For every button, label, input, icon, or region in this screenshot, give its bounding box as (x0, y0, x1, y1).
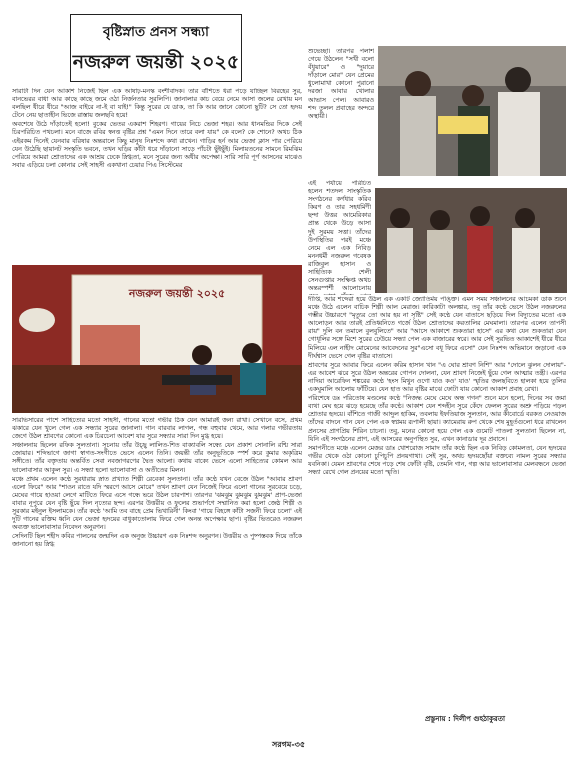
paragraph: শ্রাবণের সুরে আবার ফিরে এলেন করিম হাসান খান "এ ঘোর শ্রাবণ নিশি" আর "দোলে ঝুলন দোলায়"-এর আবেশ ঝরে সুরে উঠল অন্তরের গোপন দোলনা, যেন শ্রাবণ নিজেই ছুঁয়ে গেল আত্মার তন্ত্রী। এরপর নাদিয়া আরেফিন শঙ্করের কণ্ঠে 'হংস মিথুন ওগো যাও কও' যাও' স্মৃতির জলছবিতে হালকা হয়ে তুলির একঘুমালি আলোয় ফাঁটিয়ে। যেন হাত আর বৃষ্টির মাঝে ফোটা যায় কোনো আকাশ প্রবাহ রেখা। (308, 361, 566, 394)
group-photo (375, 188, 567, 293)
page-number: সরগম-৩৫ (271, 740, 306, 749)
paragraph: সেদিনটি ছিল শহীদ কবির পালনের জন্মদিন এক অনুজ উচ্চারণ এক নিঃশব্দ অনুরণন। উত্তরীয় ও পুষ্পস্তবক দিয়ে তাঁকে জানানো হয় স্নিগ্ধ (12, 533, 302, 549)
paragraph: মঞ্চে প্রথম এলেন কণ্ঠে সুরধারায় স্নাত প্রখ্যাত শিল্পী রেবেকা সুলতানা। তাঁর কণ্ঠে যখন বেজে উঠল "আবার শ্রাবণ এলো ফিরে" আর "শাওন রাতে যদি স্মরণে আসে মোরে" তখন শ্রাবণ যেন নিজেই ফিরে এলো গানের সুরবেয়ে চড়ে, মেঘের গায়ে হাওয়া লেগে মাটিতে ফিরে এসে গন্ধে ভরে উঠল চারপাশ। তারপর 'ঝমঝুম ঝুমঝুম ঝুমঝুম' প্রাণ-ভেজা বাবার নূপুরে যেন বৃষ্টি ছুঁয়ে দিল নৃত্যের ছন্দ। এরপর উত্তরীয় ও ফুলের শুভার্পণে সম্মানিত করা হলো জেষ্ঠ শিল্পী ও সুরকার মইনুল ইসলামকে। তাঁর কণ্ঠে 'আমি তব বাহে প্রেম ভিখারিনী' কিংবা 'গায়ে বিহঙ্গে কাঁটা সজনী ফিরে চলো' এই দুটি গানের রক্তিম ধ্বনি যেন ভেজা হৃদয়ের বাধুকাতোলায় ফিরে গেল অনন্ত অপেক্ষার ছাপ। বৃষ্টির ভিতরেও নজরুল অব্যক্ত ভালোবাসার নিবেদন অনুরণন। (12, 475, 302, 532)
group-photo-drawing (375, 188, 567, 293)
article-title: নজরুল জয়ন্তী ২০২৫ (72, 51, 240, 73)
paragraph: সারাটা দিন যেন আকাশ নিজেই ছিল এক আষাঢ়-মনস্ক বংশীবাদক। তার বাঁশিতে ধরা পড়ে যাচ্ছিল বিরহের সুর, বানভেরর বাধা আর কাছে কাছে জমে ওঠা নির্জনতার সুরলিপি। জানালার কাচ বেয়ে নেমে আসা জলের রেখায় মন বলছিল ধীরে ধীরে "আজ বাইরে না-ই বা যাই!" কিন্তু সুরের যে ডাক, তা কি আর জানে কোনো ছুটি? সে তো হৃদয় টেনে নেয় ছাতাহীন ভিজে রাস্তায় জলছবি হয়ে! (12, 88, 302, 120)
article-title-box (70, 14, 242, 82)
award-photo (378, 46, 566, 176)
left-column-bottom (12, 417, 302, 717)
right-column-mid (308, 180, 371, 295)
paragraph: সমাপনীতে মঞ্চে এলেন মেজর ডাঃ খোশরোজ সামাদ তাঁর কণ্ঠে ছিল এক নিবিড় কোমলতা, যেন হৃদয়ের গভীর থেকে ওঠা কোনো চুপিচুপি প্রনয়গাথা। সেই সুর, অথচ হৃদয়ছোঁয়া বক্তব্যে নামল সুরের সন্ধ্যার যবনিকা। যেমন শ্রাবণের শেষে পড়ে শেষ ফোঁটা বৃষ্টি, তেমনি গান, গল্প আর ভালোবাসার মেলবন্ধনে ভেজা সন্ধ্যা রেখে গেল প্রনয়ের মতো স্মৃতি। (308, 444, 566, 476)
right-column-top (308, 48, 374, 178)
paragraph: দীপ্তি, আর শব্দেরা হয়ে উঠল এক একটি জ্যোতির্ময় পঙ্ক্তি। এমন সময় সঞ্চালনের আচমকা ডাক শুনে মঞ্চে উঠে এলেন বাচিক শিল্পী আল মেরাজ। কারিকাটা অলঙ্কার, তবু তাঁর কণ্ঠে ভেসে উঠল নজরুলের গম্ভীর উচ্চারণে "মৃত্যুর তো আর হয় না সৃষ্টি" সেই কণ্ঠে যেন বাতাসে ছড়িয়ে দিল বিদ্যুতের মতো এক আলোড়ন আর তারই প্রতিধ্বনিতে গর্জে উঠল শ্রোতাদের করতালির মেঘমালা। তারপর এলেন তাপসী রায়" দুলি বন তমালে বুলবুলিতে" আর "আসে আকাশে শুকতারা হাসে" এর কথা যেন শুকতারা যেন গোধূলির সঙ্গে মিশে সুরের ঢেউয়ে সন্ধ্যা পেল এক বাজারের স্বরে। আর সেই সুরভিত আকাশেই ধীরে ধীরে মিলিয়ে এল নাহীদ মোমেনের আবেদনের সুর"এসো বধূ ফিরে এসো" যেন নিঃশব্দ অভিমানে জড়ানো এক দীর্ঘশ্বাস ভেসে গেল বৃষ্টির বাতাসে। (308, 296, 566, 360)
article-subtitle: বৃষ্টিস্নাত প্রনস সন্ধ্যা (103, 24, 209, 40)
award-photo-drawing (378, 46, 566, 176)
paragraph: পরিশেষে ডঃ পরিতোষ মণ্ডলের কণ্ঠে "নিজদ্ধ মেঘে মেঘে অন্ধ গগন" শুনে মনে হলো, দিনের সব জমা ব্যথা মেঘ হয়ে ঝড়ে হয়েছে তাঁর কণ্ঠে। আকাশ যেন শব্দহীন সুরে কেঁদে ফেলল সুরের অশ্রু পড়িয়ে পড়ল শ্রোতার হৃদয়ে। বাঁশিতে গাজী আব্দুল হাকিম, তবলায় ইফতিয়াজ সুলতান, আর কীবোর্ডে বরকত নেওয়াজ তাঁদের বাদনে গান যেন পেল এক স্বপ্নময় রূপালী ছায়া। ক্যামেরায় রুপ থেকে শেষ মুহূর্তগুলো ধরে রাখলেন প্রনসের প্রাণপ্রিয় শিরিন চাচনা। তবু, মনের কোনো হয়ে গেল এক গুমোট পাতলা সুলতানা ছিলেন না, যিনি এই সংগঠনের প্রাণ, এই আসরের অনুপস্থিত সুর, এখন কানাডার দূর প্রবাসে। (308, 395, 566, 443)
right-column-bottom (308, 296, 566, 708)
paragraph: সঞ্চালনায় ছিলেন রফিক সুলতানা। সূচনায় তাঁর উচ্ছ্ব লালিত-শিত বাক্যাবলি সন্ধ্যে যেন প্রকাশ সোনালি রশ্মি সারা জোয়ার। শব্দিভাগে জাগা স্বাগত-সংগীতে ভেসে এলেন তিনি। জয়ন্তী তাঁর অনুভূতিকে স্পর্শ করে কুমার অকৃত্রিম সঙ্গীতে। তাঁর বক্তৃতায় অন্তর্বিত সেবা নবজাগরণের দ্বৈত আলো। কথায় বাক্যে ভেসে এলো সাহিত্যের কোমল আর ভালোবাসার আকুল সুর। এ সন্ধ্যা হলো ভালোবাসা ও অতীতের মিলন। (12, 442, 302, 474)
stage-photo (12, 265, 302, 413)
author-credit: প্রস্তুনায় : দিলীপ গুহঠাকুরতা (425, 715, 506, 723)
paragraph: সারভিসারের পাশে সাহিত্যের মতো সাহসী, গানের মতো গভীর ঠিক যেন আমারই জন্য রাখা। সেখানে বসে, প্রথম ঝকারে যেন খুলে গেল এক সন্ধ্যার সুরের জানালা। গান বারবার লাগল, গন্ধ বহুবার থেমে, আর গলার গভীরতায় জেগে উঠল শ্রাবণের কোনো এক চিরচেনা আবেশ যার সুরে সন্ধ্যার সারা দিন মুগ্ধ হয়ে। (12, 417, 302, 441)
paragraph: শুভেচ্ছা। তারপর পলাশ গেয়ে উঠলেন "সখী বলো বঁধুয়ারে" ও "দুয়ারে দাঁড়ালে মোর" যেন প্রেমের ধুলোমাখা কোনো পুরানো দরজা আবার খোলার আভাস পেল। আবারও শব্দ তুলল প্রবাহের অন্দরে অস্থায়ী। (308, 48, 374, 120)
paragraph: এই পর্যায়ে পরিচিত হলেন শতদল সাংস্কৃতিক সংগঠনের কর্ণধার করিব কিরণ ও তার সহধর্মিণী ছন্দা উত্তর আমেরিকার প্রান্ত থেকে উড়ে আসা দুই সুরময় সত্তা। তাঁদের উপস্থিতির পরই মঞ্চে নেমে এল এক নিবিড় মননধর্মী নজরুল গবেষক রাজিবুল হাসান ও সাহিত্যিক শেলী সেনগুপ্তার সংক্ষিপ্ত অথচ অন্তরস্পর্শী আলোচনায় (308, 180, 371, 293)
paragraph: অবশেষে উঠে দাঁড়াতেই হলো! বুকের ভেতর একরাশ শিহরণ। গায়ের নিচে ভেজা শহর। আর ধানমন্ডির দিকে সেই চিরপরিচিত পথচলা। মনে বাজে রবির স্বনত্ত বৃষ্টির প্রশ্ন "এমন দিনে তারে বলা যায়" কে বলে? কে শোনে? অথচ ঠিক এইরকম দিনেই যেনবার বরিষার অন্তরালে কিছু মানুষ নিঃশব্দে কথা রাখেন। গাড়ির হর্ন আর ভেজা ক্লাস পার পেরিয়ে যেন উঠেছি ছায়ানট সংস্কৃতি ভবনে, তখন ঘড়ির কাঁটা ধরে দাঁড়ানো সাড়ে পাঁচটা ছুঁইছুঁই। মিলায়তনের সামনে রিমঝিম পেরিয়ে আমরা শ্রোতাদের এক আশ্রয় ঢেকে স্নিগ্ধতা, মনে সুরের জন্য অধীর অপেক্ষা। সারি সারি পূর্ণ আসনের মাঝেও সবার এড়িয়ে চলা কোনার সেই সাহসী একখানা চেয়ার পিএ সিস্টেমের (12, 121, 302, 169)
banner-text: নজরুল জয়ন্তী ২০২৫ (128, 287, 226, 300)
left-column-top (12, 88, 302, 265)
